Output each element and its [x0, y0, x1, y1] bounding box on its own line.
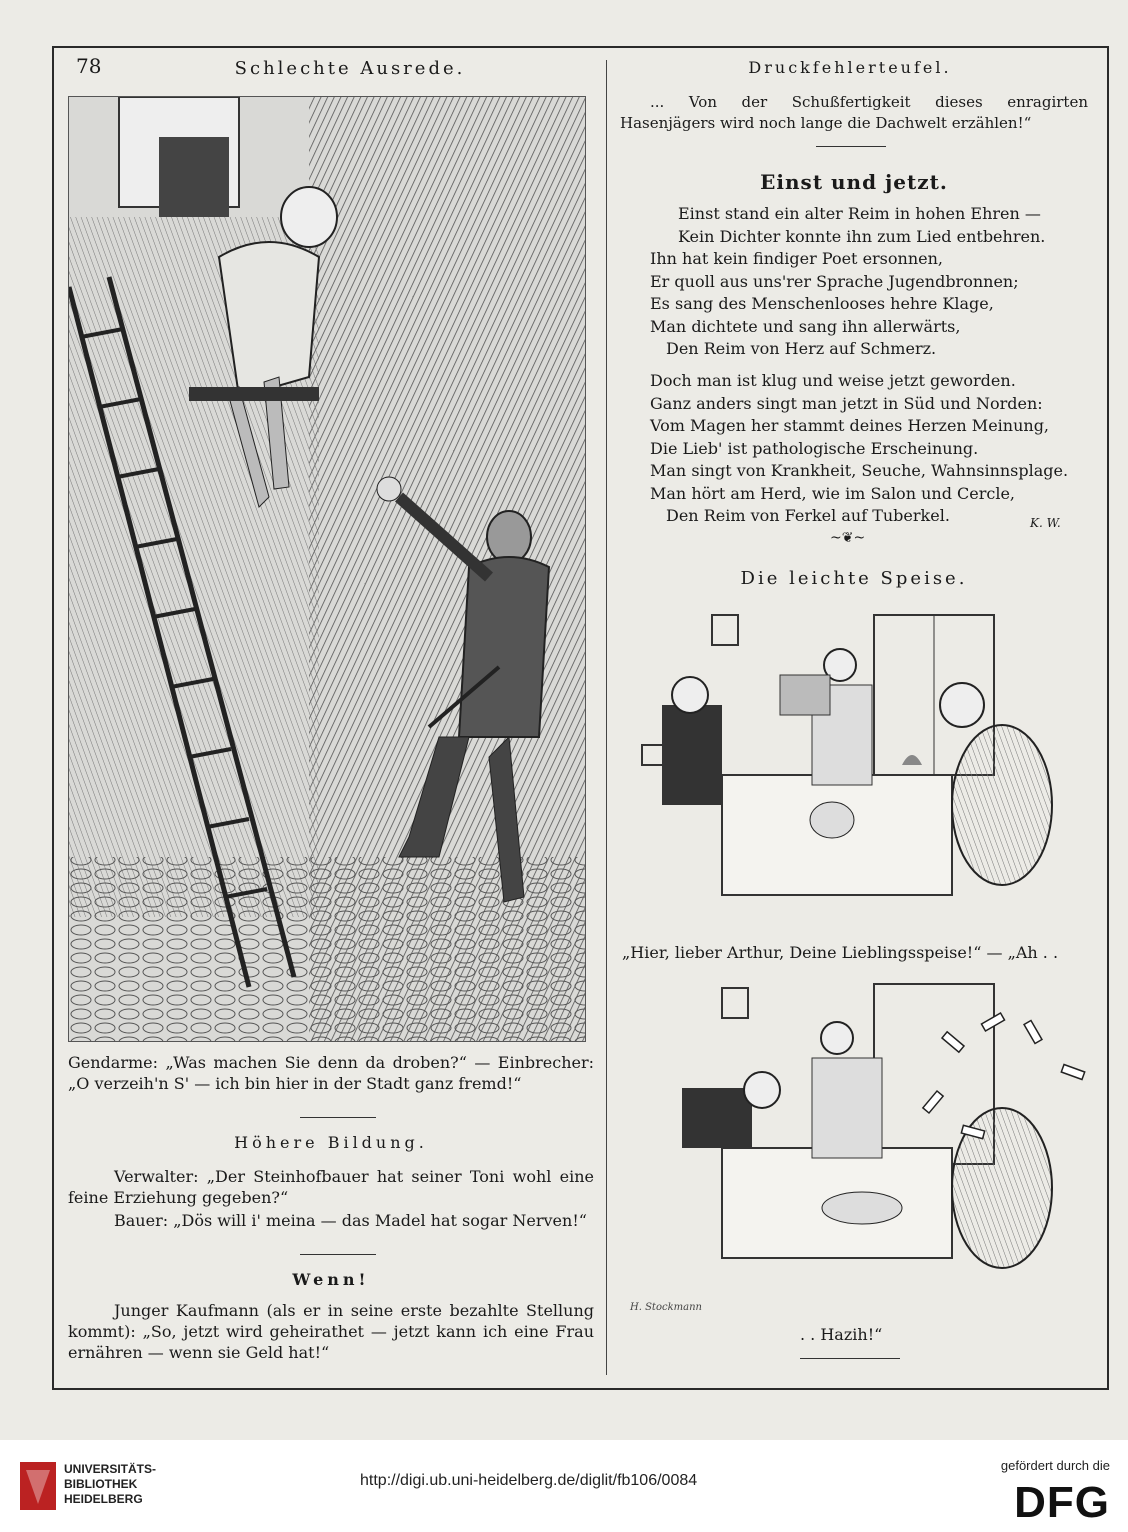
poem-stanza-1 — [650, 203, 1090, 361]
poem-line: Man singt von Krankheit, Seuche, Wahnsinnsplage. — [650, 461, 1069, 480]
poem-line: Es sang des Menschenlooses hehre Klage, — [650, 294, 994, 313]
poem-line: Ganz anders singt man jetzt in Süd und Norden: — [650, 393, 1043, 413]
poem-line: Den Reim von Herz auf Schmerz. — [666, 339, 937, 358]
burglar-caption: Gendarme: „Was machen Sie denn da droben?“ — Einbrecher: „O verzeih'n S' — ich bin hier in der Stadt ganz fremd!“ — [68, 1053, 594, 1093]
source-url-link[interactable]: http://digi.ub.uni-heidelberg.de/diglit/fb106/0084 — [360, 1472, 698, 1489]
library-logo-icon — [18, 1460, 58, 1512]
poem-line: Man hört am Herd, wie im Salon und Cercle, — [650, 483, 1016, 503]
dialogue-verwalter: Verwalter: „Der Steinhofbauer hat seiner Toni wohl eine feine Erziehung gegeben?“ — [68, 1167, 594, 1207]
dialogue-bauer: Bauer: „Dös will i' meina — das Madel hat sogar Nerven!“ — [114, 1211, 587, 1230]
cartoon-caption-2: . . Hazih!“ — [800, 1325, 883, 1344]
dining-scene-2 — [622, 978, 1088, 1314]
druckfehler-text: ... Von der Schußfertigkeit dieses enragirten Hasenjägers wird noch lange die Dachwelt erzählen!“ — [620, 93, 1088, 132]
section-title-hoehere-bildung: Höhere Bildung. — [234, 1133, 428, 1152]
column-divider — [606, 60, 607, 1375]
section-title-wenn: Wenn! — [292, 1270, 370, 1289]
ornament-icon: ~❦~ — [830, 530, 866, 546]
burglar-engraving — [69, 97, 585, 1041]
poem-title: Einst und jetzt. — [760, 170, 948, 194]
poem-author: K. W. — [1030, 516, 1061, 530]
illustration-burglar — [68, 96, 586, 1042]
separator-rule — [300, 1254, 376, 1255]
dining-scene-1 — [622, 605, 1088, 935]
poem-line: Man dichtete und sang ihn allerwärts, — [650, 316, 961, 336]
separator-rule — [300, 1117, 376, 1118]
separator-rule — [800, 1358, 900, 1359]
poem-line: Kein Dichter konnte ihn zum Lied entbehren. — [678, 226, 1046, 246]
right-header: Druckfehlerteufel. — [748, 58, 952, 77]
poem-line: Die Lieb' ist pathologische Erscheinung. — [650, 438, 979, 458]
poem-line: Den Reim von Ferkel auf Tuberkel. — [666, 506, 950, 525]
separator-rule — [816, 146, 886, 147]
artist-signature: H. Stockmann — [630, 1302, 702, 1313]
poem-line: Einst stand ein alter Reim in hohen Ehren — — [678, 204, 1041, 223]
left-header: Schlechte Ausrede. — [234, 58, 466, 79]
cartoon-title: Die leichte Speise. — [740, 568, 968, 589]
page-number: 78 — [76, 54, 102, 78]
poem-line: Vom Magen her stammt deines Herzen Meinung, — [650, 416, 1050, 435]
poem-line: Er quoll aus uns'rer Sprache Jugendbronnen; — [650, 271, 1019, 291]
dfg-logo: DFG — [1014, 1478, 1110, 1527]
cartoon-panel-2 — [622, 978, 1088, 1314]
cartoon-panel-1 — [622, 605, 1088, 935]
library-name: UNIVERSITÄTS- BIBLIOTHEK HEIDELBERG — [64, 1462, 157, 1506]
cartoon-caption-1: „Hier, lieber Arthur, Deine Lieblingsspeise!“ — „Ah . . — [622, 943, 1059, 962]
wenn-joke: Junger Kaufmann (als er in seine erste bezahlte Stellung kommt): „So, jetzt wird geheirathet — jetzt kann ich eine Frau ernähren — wenn sie Geld hat!“ — [68, 1301, 594, 1362]
poem-line: Ihn hat kein findiger Poet ersonnen, — [650, 249, 943, 268]
poem-line: Doch man ist klug und weise jetzt geworden. — [650, 371, 1016, 390]
funding-label: gefördert durch die — [1000, 1458, 1110, 1473]
poem-stanza-2 — [650, 370, 1090, 528]
